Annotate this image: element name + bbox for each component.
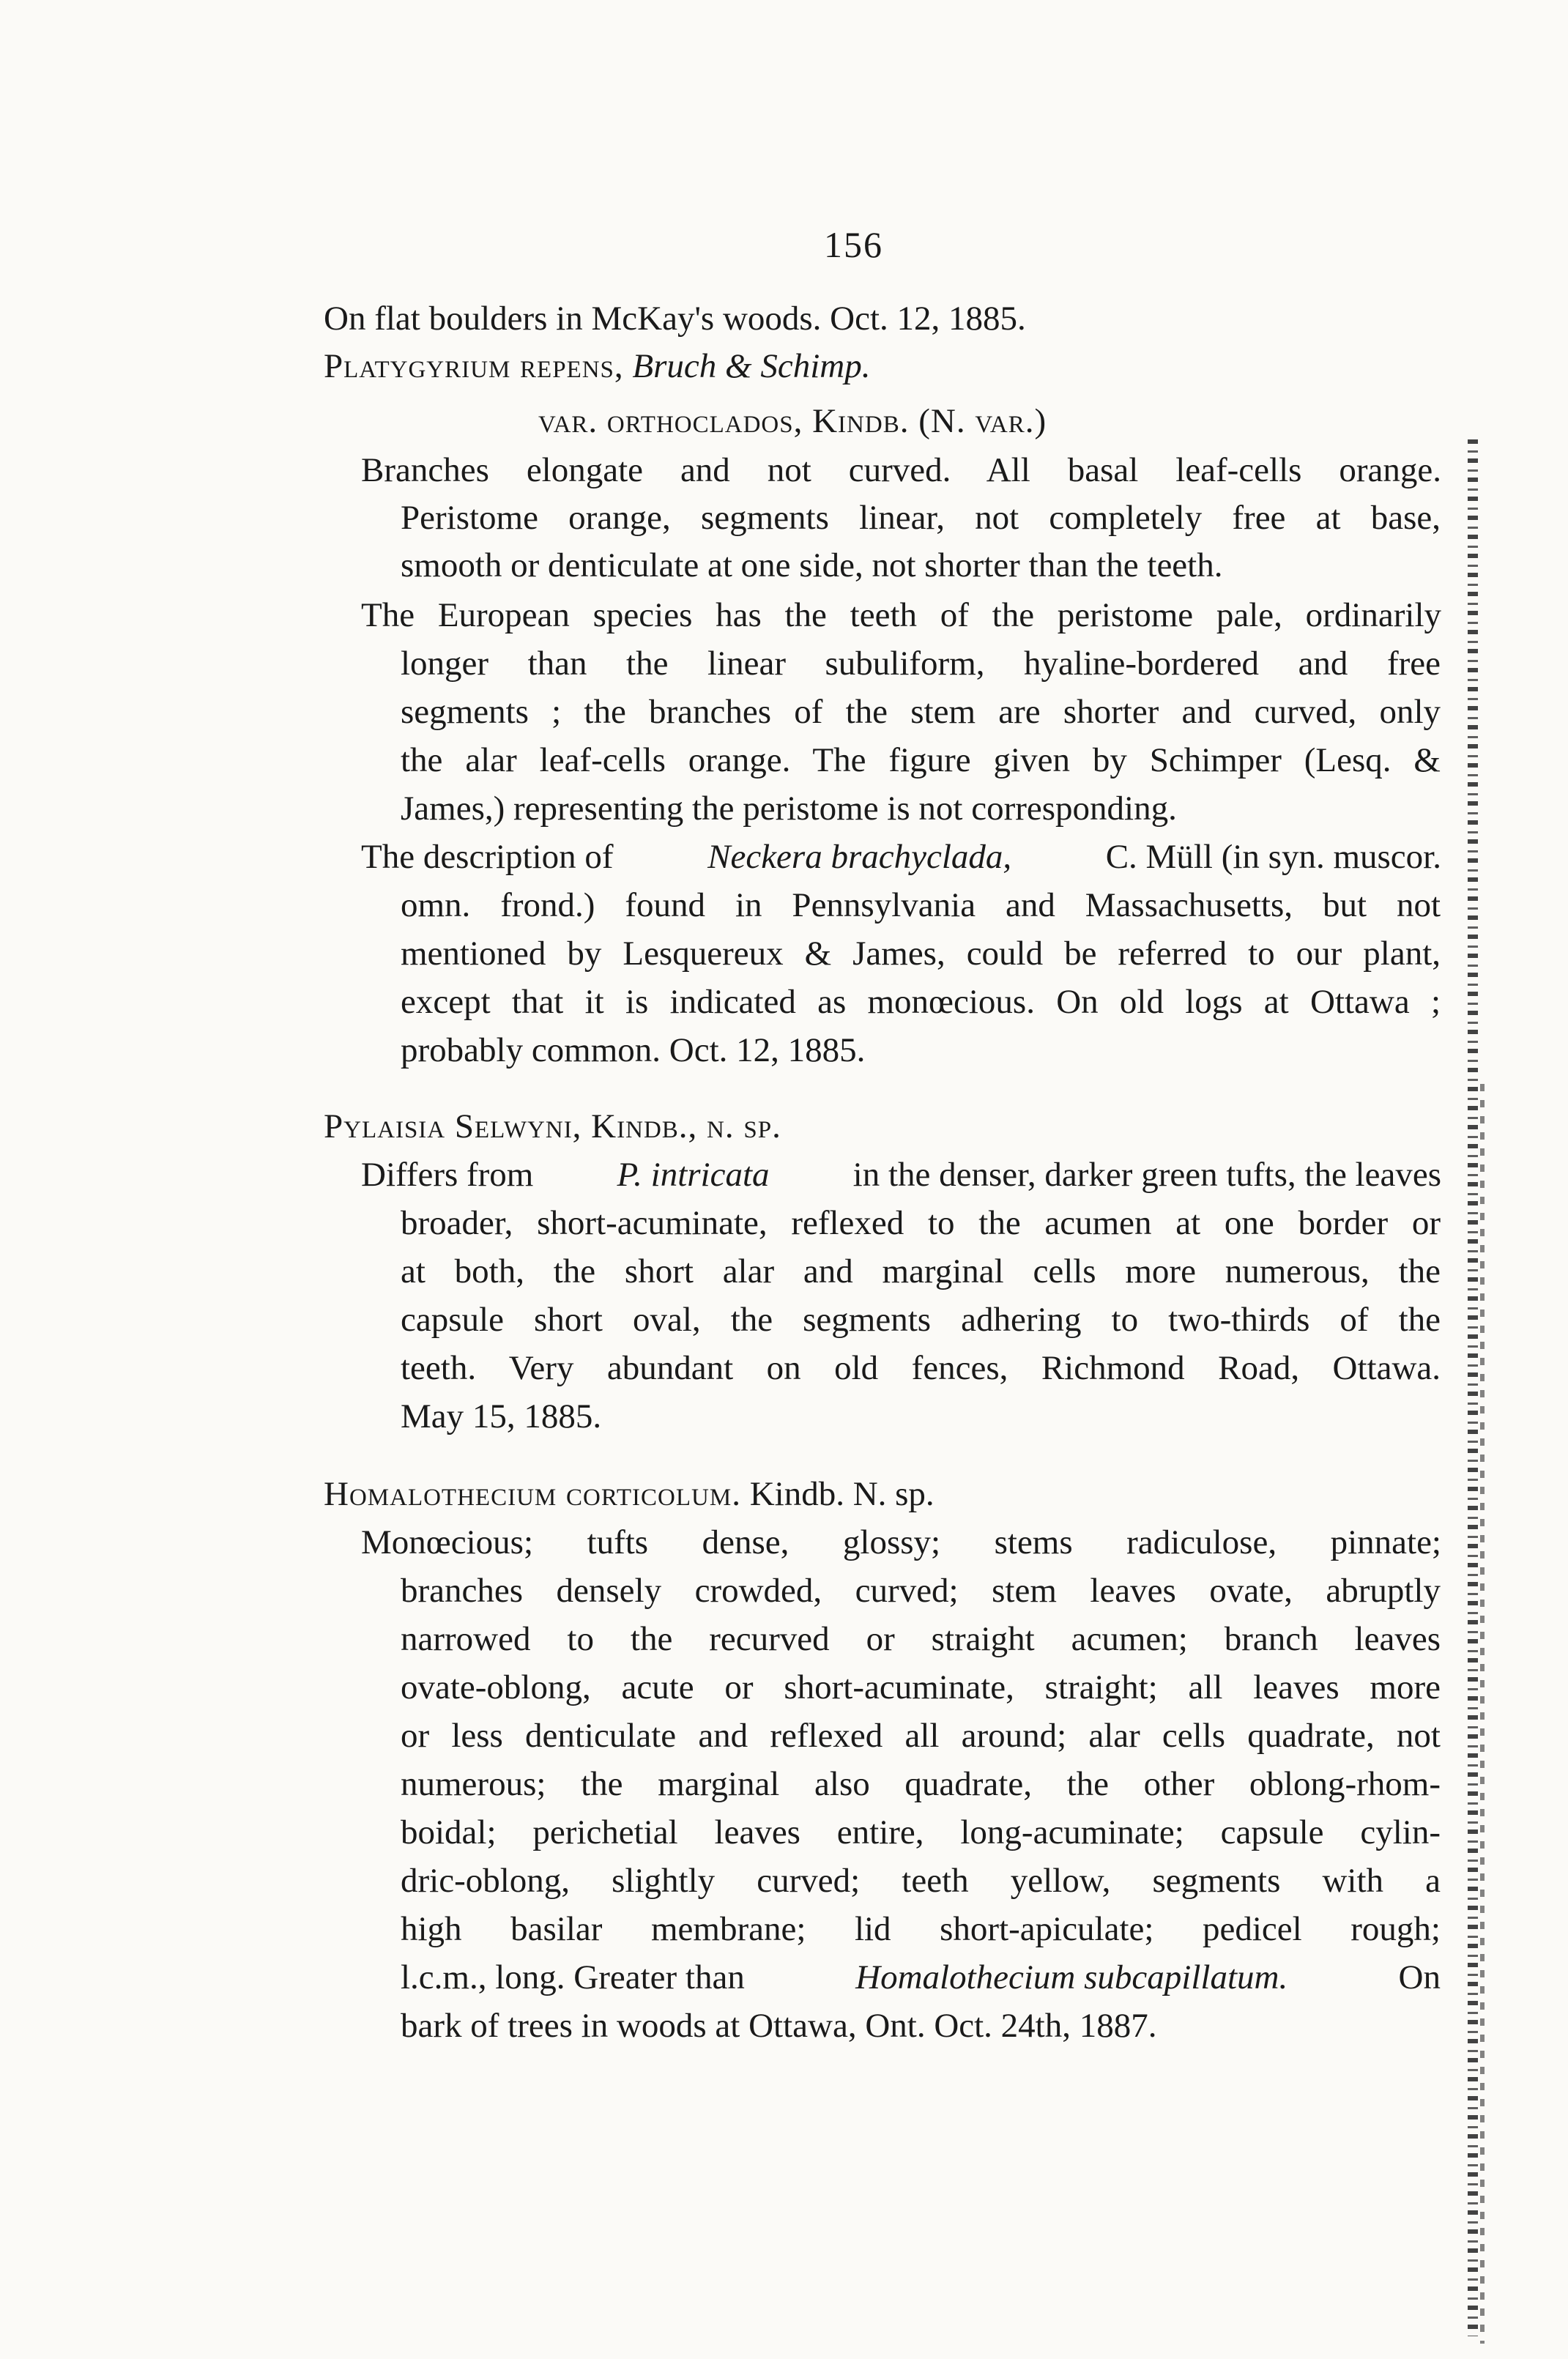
text-line: except that it is indicated as monœcious. On old logs at Ottawa ; xyxy=(401,983,1441,1021)
text-line xyxy=(361,1153,1441,1197)
species-name: Platygyrium repens, xyxy=(324,347,624,385)
text-line: mentioned by Lesquereux & James, could be referred to our plant, xyxy=(401,935,1441,973)
species-reference: Homalothecium subcapillatum. xyxy=(855,1958,1288,1996)
species-heading xyxy=(324,344,870,388)
species-name: Homalothecium corticolum. xyxy=(324,1475,741,1513)
text-line: capsule short oval, the segments adhering to two-thirds of the xyxy=(401,1301,1441,1339)
text-line: dric-oblong, slightly curved; teeth yellow, segments with a xyxy=(401,1862,1441,1900)
text-line: numerous; the marginal also quadrate, the other oblong-rhom- xyxy=(401,1765,1441,1803)
binding-edge-inner xyxy=(1480,1084,1485,2344)
text-fragment: C. Müll (in syn. muscor. xyxy=(1105,838,1441,876)
text-line: On flat boulders in McKay's woods. Oct. 12, 1885. xyxy=(324,300,1026,338)
species-heading xyxy=(324,1472,935,1516)
text-fragment: Differs from xyxy=(361,1156,534,1194)
species-reference: P. intricata xyxy=(617,1156,770,1194)
text-line: bark of trees in woods at Ottawa, Ont. Oct. 24th, 1887. xyxy=(401,2007,1157,2045)
text-line xyxy=(361,835,1441,879)
text-line: teeth. Very abundant on old fences, Richmond Road, Ottawa. xyxy=(401,1349,1441,1387)
text-fragment: On xyxy=(1398,1958,1441,1996)
text-line: boidal; perichetial leaves entire, long-acuminate; capsule cylin- xyxy=(401,1813,1441,1851)
text-line: Branches elongate and not curved. All basal leaf-cells orange. xyxy=(361,451,1441,489)
text-line: James,) representing the peristome is not corresponding. xyxy=(401,790,1177,828)
text-line: probably common. Oct. 12, 1885. xyxy=(401,1031,866,1069)
species-author: Kindb. N. sp. xyxy=(749,1475,935,1513)
page-number: 156 xyxy=(824,224,883,265)
text-line: or less denticulate and reflexed all around; alar cells quadrate, not xyxy=(401,1717,1441,1755)
text-line: segments ; the branches of the stem are shorter and curved, only xyxy=(401,693,1441,731)
text-line: longer than the linear subuliform, hyaline-bordered and free xyxy=(401,644,1441,683)
text-line: broader, short-acuminate, reflexed to the acumen at one border or xyxy=(401,1204,1441,1242)
species-author: Bruch & Schimp. xyxy=(632,347,871,385)
text-line xyxy=(401,1955,1441,1999)
text-line: May 15, 1885. xyxy=(401,1397,602,1435)
text-fragment: l.c.m., long. Greater than xyxy=(401,1958,745,1996)
text-fragment: The description of xyxy=(361,838,614,876)
text-line: smooth or denticulate at one side, not shorter than the teeth. xyxy=(401,546,1223,584)
text-line: Peristome orange, segments linear, not completely free at base, xyxy=(401,499,1441,537)
text-line: the alar leaf-cells orange. The figure given by Schimper (Lesq. & xyxy=(401,741,1441,779)
species-reference: Neckera brachyclada, xyxy=(707,838,1012,876)
text-line: high basilar membrane; lid short-apiculate; pedicel rough; xyxy=(401,1910,1441,1948)
text-line: ovate-oblong, acute or short-acuminate, straight; all leaves more xyxy=(401,1668,1441,1706)
text-line: Monœcious; tufts dense, glossy; stems radiculose, pinnate; xyxy=(361,1523,1441,1561)
text-line: omn. frond.) found in Pennsylvania and Massachusetts, but not xyxy=(401,886,1441,924)
text-line: branches densely crowded, curved; stem leaves ovate, abruptly xyxy=(401,1572,1441,1610)
text-line: The European species has the teeth of the peristome pale, ordinarily xyxy=(361,596,1441,634)
variety-heading: var. orthoclados, Kindb. (N. var.) xyxy=(538,402,1047,440)
text-line: at both, the short alar and marginal cells more numerous, the xyxy=(401,1252,1441,1290)
text-line: narrowed to the recurved or straight acumen; branch leaves xyxy=(401,1620,1441,1658)
text-fragment: in the denser, darker green tufts, the leaves xyxy=(852,1156,1441,1194)
species-heading: Pylaisia Selwyni, Kindb., n. sp. xyxy=(324,1107,781,1145)
binding-edge xyxy=(1468,439,1478,2336)
